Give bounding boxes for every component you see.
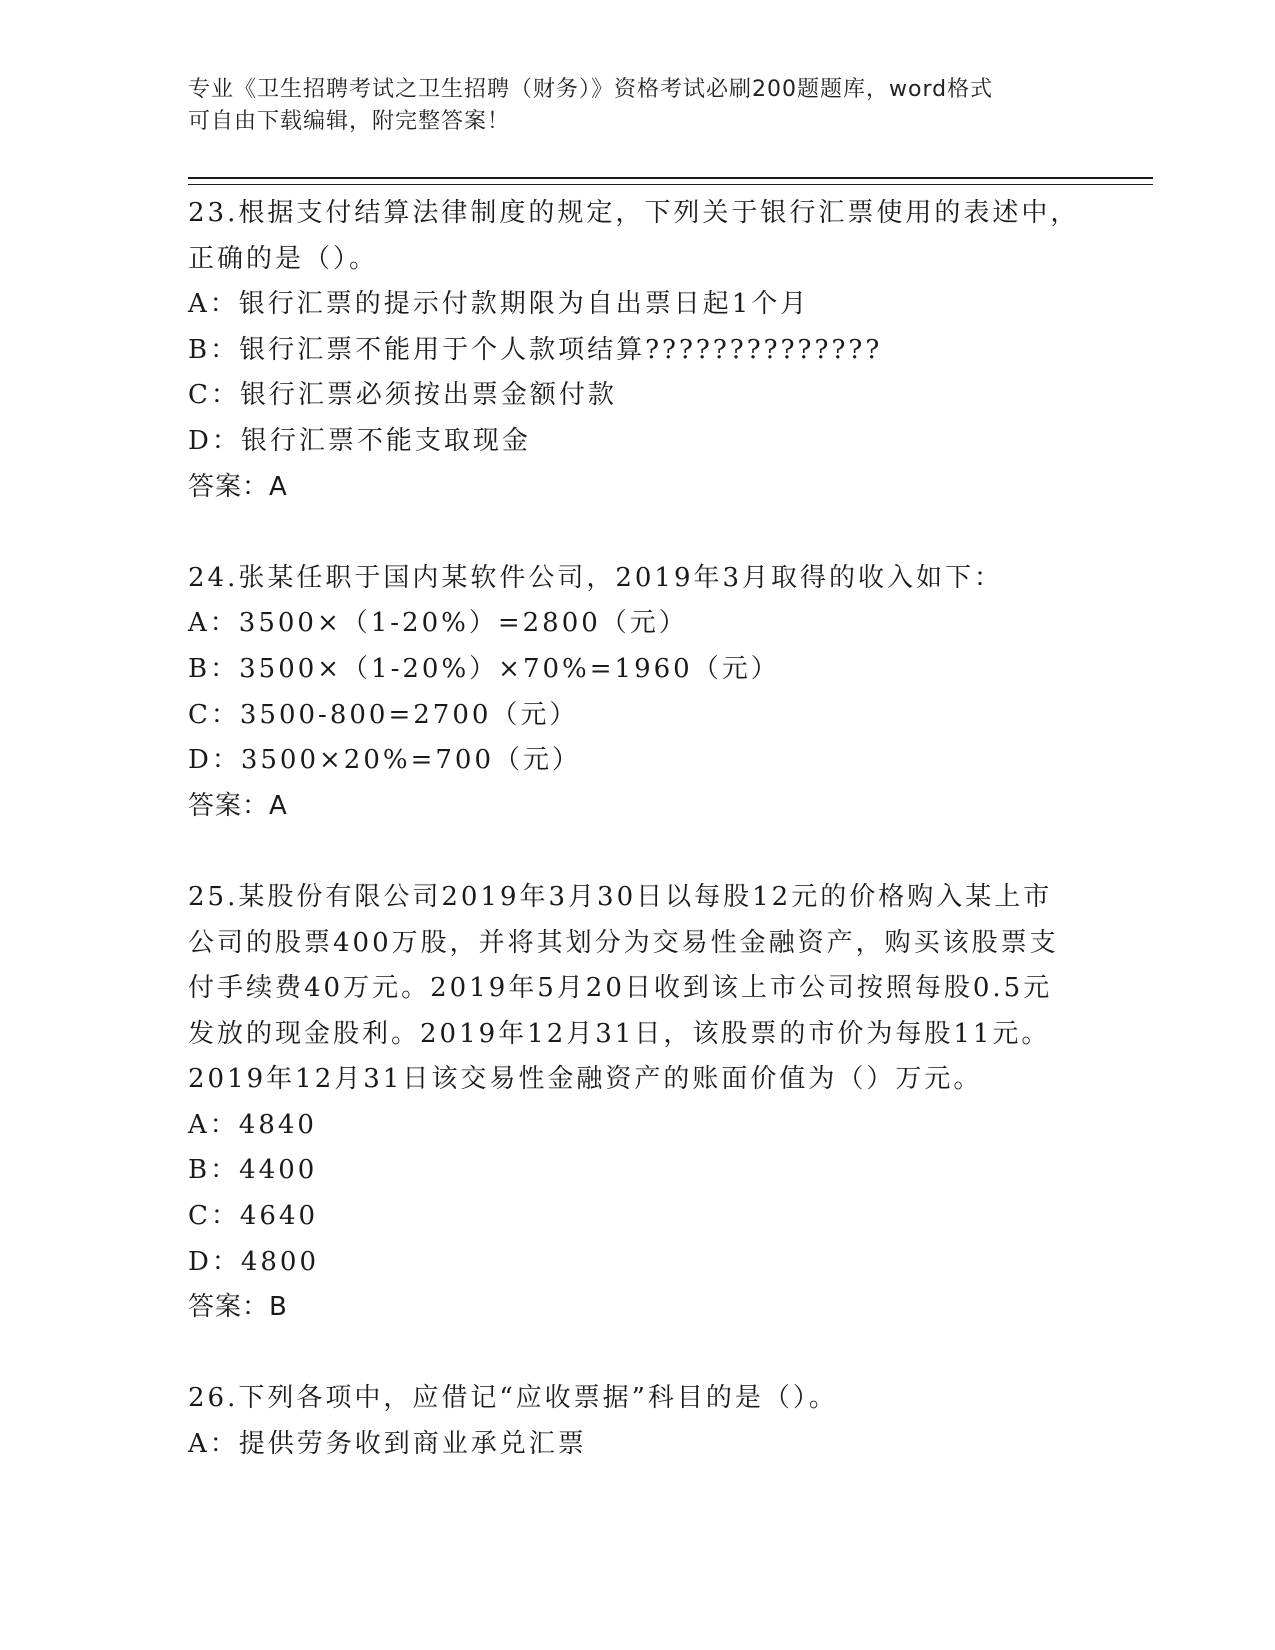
question-stem-line: 2019年12月31日该交易性金融资产的账面价值为（）万元。 [188, 1064, 983, 1095]
question-stem-line: 公司的股票400万股，并将其划分为交易性金融资产，购买该股票支 [188, 927, 1059, 958]
question-24 [188, 556, 1088, 830]
spacer [188, 829, 1088, 875]
question-stem-line: 23.根据支付结算法律制度的规定，下列关于银行汇票使用的表述中， [188, 198, 1080, 228]
option-c: C：3500-800=2700（元） [188, 699, 579, 730]
answer-line: 答案：A [188, 790, 288, 821]
question-25 [188, 875, 1088, 1331]
option-b: B：4400 [188, 1155, 318, 1186]
option-d: D：3500×20%=700（元） [188, 745, 581, 776]
option-d: D：银行汇票不能支取现金 [188, 425, 531, 456]
question-list [188, 191, 1088, 1468]
header-divider-thin [188, 184, 1153, 185]
document-header [188, 74, 1068, 138]
option-d: D：4800 [188, 1246, 320, 1277]
header-divider-thick [188, 177, 1153, 179]
question-26 [188, 1376, 1088, 1467]
option-a: A：提供劳务收到商业承兑汇票 [188, 1429, 587, 1460]
header-line-2: 可自由下载编辑，附完整答案！ [188, 109, 511, 134]
spacer [188, 1331, 1088, 1377]
option-c: C：4640 [188, 1201, 319, 1232]
option-b: B：3500×（1-20%）×70%=1960（元） [188, 653, 780, 684]
question-stem-line: 正确的是（）。 [188, 243, 379, 274]
option-a: A：银行汇票的提示付款期限为自出票日起1个月 [188, 289, 810, 320]
question-23 [188, 191, 1088, 510]
header-line-1: 专业《卫生招聘考试之卫生招聘（财务）》资格考试必刷200题题库，word格式 [188, 77, 994, 102]
answer-line: 答案：A [188, 471, 288, 502]
spacer [188, 510, 1088, 556]
option-a: A：4840 [188, 1109, 317, 1140]
question-stem-line: 26.下列各项中，应借记“应收票据”科目的是（）。 [188, 1383, 838, 1414]
option-c: C：银行汇票必须按出票金额付款 [188, 380, 617, 411]
option-b: B：银行汇票不能用于个人款项结算?????????????? [188, 334, 883, 365]
question-stem-line: 付手续费40万元。2019年5月20日收到该上市公司按照每股0.5元 [188, 973, 1053, 1004]
answer-line: 答案：B [188, 1292, 288, 1323]
question-stem-line: 25.某股份有限公司2019年3月30日以每股12元的价格购入某上市 [188, 881, 1053, 912]
question-stem-line: 发放的现金股利。2019年12月31日，该股票的市价为每股11元。 [188, 1018, 1051, 1049]
option-a: A：3500×（1-20%）=2800（元） [188, 608, 688, 639]
question-stem-line: 24.张某任职于国内某软件公司，2019年3月取得的收入如下： [188, 562, 1004, 593]
